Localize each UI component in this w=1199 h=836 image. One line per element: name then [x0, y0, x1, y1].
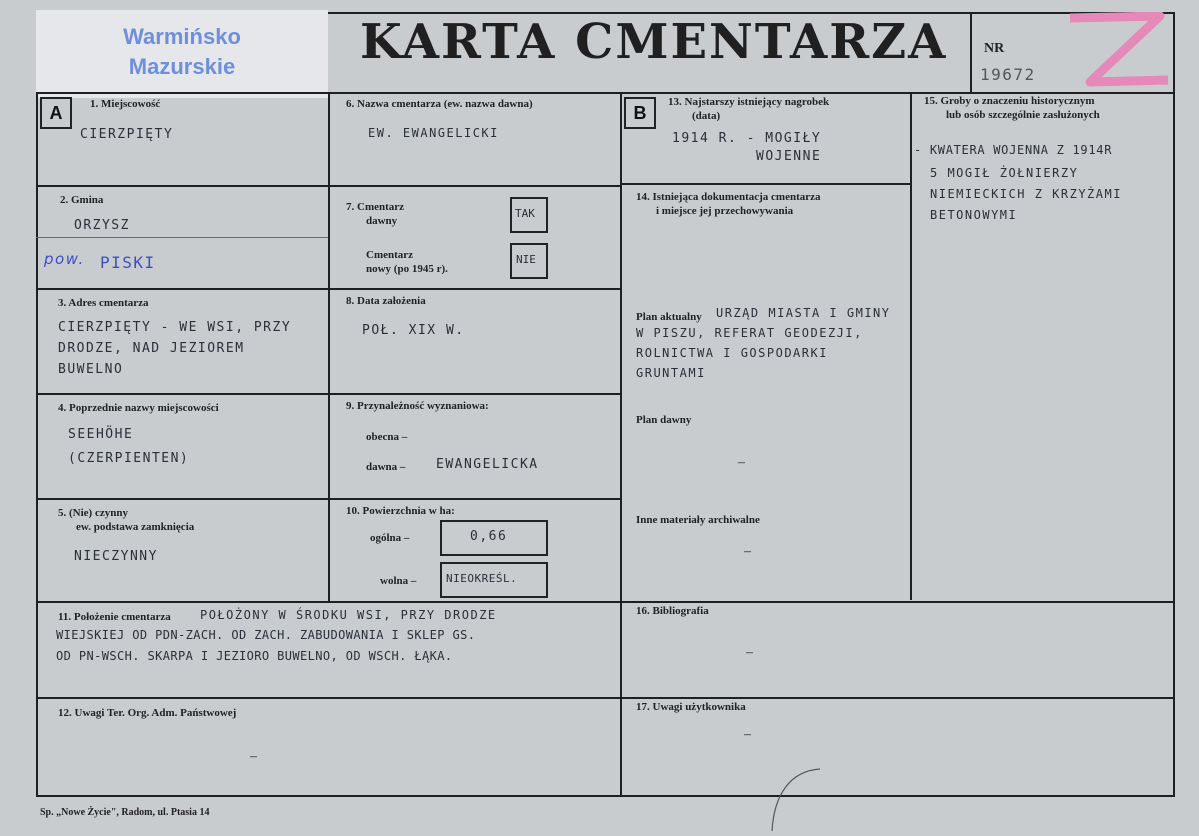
wolna-value: NIEOKREŚL.: [446, 572, 518, 585]
field-3-label: 3. Adres cmentarza: [58, 297, 149, 309]
plan-aktualny-label: Plan aktualny: [636, 311, 702, 323]
field-15-line-1: - KWATERA WOJENNA Z 1914R: [914, 143, 1113, 157]
plan-aktualny-line-1: URZĄD MIASTA I GMINY: [716, 306, 891, 320]
plan-aktualny-line-4: GRUNTAMI: [636, 366, 706, 380]
stamp-line-2: Mazurskie: [128, 54, 236, 79]
field-3-line-3: BUWELNO: [58, 362, 124, 377]
nr-divider: [970, 12, 972, 93]
field-9-obecna: obecna –: [366, 431, 408, 443]
pow-label: pow.: [44, 250, 85, 268]
field-7-dawny: dawny: [366, 215, 398, 227]
plan-dawny-value: –: [738, 455, 745, 470]
field-16-label: 16. Bibliografia: [636, 605, 709, 617]
field-10-label: 10. Powierzchnia w ha:: [346, 505, 455, 517]
field-4-label: 4. Poprzednie nazwy miejscowości: [58, 402, 219, 414]
row-divider-3: [36, 393, 622, 395]
field-11-line-2: WIEJSKIEJ OD PDN-ZACH. OD ZACH. ZABUDOWANIA I SKLEP GS.: [56, 628, 476, 642]
field-15-line-2: 5 MOGIŁ ŻOŁNIERZY: [930, 166, 1079, 180]
section-b-label: B: [624, 97, 656, 129]
field-11-line-1: POŁOŻONY W ŚRODKU WSI, PRZY DRODZE: [200, 608, 497, 622]
field-2-label: 2. Gmina: [60, 194, 104, 206]
tak-value: TAK: [515, 207, 535, 220]
field-15-line-3: NIEMIECKICH Z KRZYŻAMI: [930, 187, 1122, 201]
field-12-value: –: [250, 749, 257, 764]
field-7-nowy-2: nowy (po 1945 r).: [366, 263, 448, 275]
frame-bottom: [36, 795, 1175, 797]
section-a-label: A: [40, 97, 72, 129]
page-title: KARTA CMENTARZA: [360, 14, 948, 70]
field-9-dawna: dawna –: [366, 461, 406, 473]
field-1-label: 1. Miejscowość: [90, 98, 161, 110]
field-14-label-1: 14. Istniejąca dokumentacja cmentarza: [636, 191, 821, 203]
field-11-label: 11. Położenie cmentarza: [58, 611, 171, 623]
field-9-label: 9. Przynależność wyznaniowa:: [346, 400, 489, 412]
b-divider-13: [620, 183, 912, 185]
field-7-nowy-1: Cmentarz: [366, 249, 414, 261]
field-3-line-1: CIERZPIĘTY - WE WSI, PRZY: [58, 320, 292, 335]
field-2-rule: [36, 237, 328, 238]
inne-label: Inne materiały archiwalne: [636, 514, 760, 526]
field-17-value: –: [744, 727, 751, 742]
field-17-label: 17. Uwagi użytkownika: [636, 701, 746, 713]
col-divider-1: [328, 92, 330, 603]
inne-value: –: [744, 544, 751, 559]
field-5-label-2: ew. podstawa zamknięcia: [76, 521, 195, 533]
field-16-value: –: [746, 645, 753, 660]
field-15-line-4: BETONOWYMI: [930, 208, 1018, 222]
field-12-label: 12. Uwagi Ter. Org. Adm. Państwowej: [58, 707, 237, 719]
nr-label: NR: [984, 41, 1005, 56]
field-13-line-1: 1914 R. - MOGIŁY: [672, 131, 822, 146]
pencil-stroke-mark: [760, 765, 830, 835]
field-15-label-2: lub osób szczególnie zasłużonych: [946, 109, 1100, 121]
plan-aktualny-line-2: W PISZU, REFERAT GEODEZJI,: [636, 326, 863, 340]
row-divider-2: [36, 288, 622, 290]
pow-value: PISKI: [100, 253, 156, 272]
frame-right: [1173, 12, 1175, 797]
archive-stamp-tag: [36, 10, 328, 98]
field-5-label-1: 5. (Nie) czynny: [58, 507, 128, 519]
field-3-line-2: DRODZE, NAD JEZIOREM: [58, 341, 245, 356]
row-divider-1: [36, 185, 622, 187]
field-6-value: EW. EWANGELICKI: [368, 126, 499, 140]
field-10-ogolna: ogólna –: [370, 532, 410, 544]
field-13-label-1: 13. Najstarszy istniejący nagrobek: [668, 96, 830, 108]
field-4-line-1: SEEHÖHE: [68, 427, 134, 442]
field-8-label: 8. Data założenia: [346, 295, 426, 307]
field-13-label-2: (data): [692, 110, 721, 122]
field-6-label: 6. Nazwa cmentarza (ew. nazwa dawna): [346, 98, 533, 110]
bottom-left: [36, 601, 38, 797]
field-5-value: NIECZYNNY: [74, 549, 158, 564]
field-4-line-2: (CZERPIENTEN): [68, 451, 190, 466]
field-14-label-2: i miejsce jej przechowywania: [656, 205, 794, 217]
field-11-line-3: OD PN-WSCH. SKARPA I JEZIORO BUWELNO, OD WSCH. ŁĄKA.: [56, 649, 453, 663]
field-8-value: POŁ. XIX W.: [362, 323, 465, 338]
stamp-line-1: Warmińsko: [123, 24, 241, 49]
plan-dawny-label: Plan dawny: [636, 414, 692, 426]
field-9-dawna-value: EWANGELICKA: [436, 457, 539, 472]
nr-value: 19672: [980, 65, 1036, 84]
nie-value: NIE: [516, 253, 536, 266]
field-15-label-1: 15. Groby o znaczeniu historycznym: [924, 95, 1095, 107]
field-13-line-2: WOJENNE: [756, 149, 822, 164]
field-1-value: CIERZPIĘTY: [80, 127, 174, 142]
field-10-wolna: wolna –: [380, 575, 417, 587]
plan-aktualny-line-3: ROLNICTWA I GOSPODARKI: [636, 346, 828, 360]
archive-mark-z-icon: [1060, 12, 1172, 90]
field-2-value: ORZYSZ: [74, 218, 130, 233]
printer-footer: Sp. „Nowe Życie", Radom, ul. Ptasia 14: [40, 807, 210, 818]
row-divider-5: [36, 601, 1175, 603]
row-divider-6: [36, 697, 1175, 699]
ogolna-value: 0,66: [470, 529, 508, 544]
row-divider-4: [36, 498, 622, 500]
col-divider-2: [620, 92, 622, 797]
field-7-label: 7. Cmentarz: [346, 201, 405, 213]
col-divider-3: [910, 92, 912, 600]
